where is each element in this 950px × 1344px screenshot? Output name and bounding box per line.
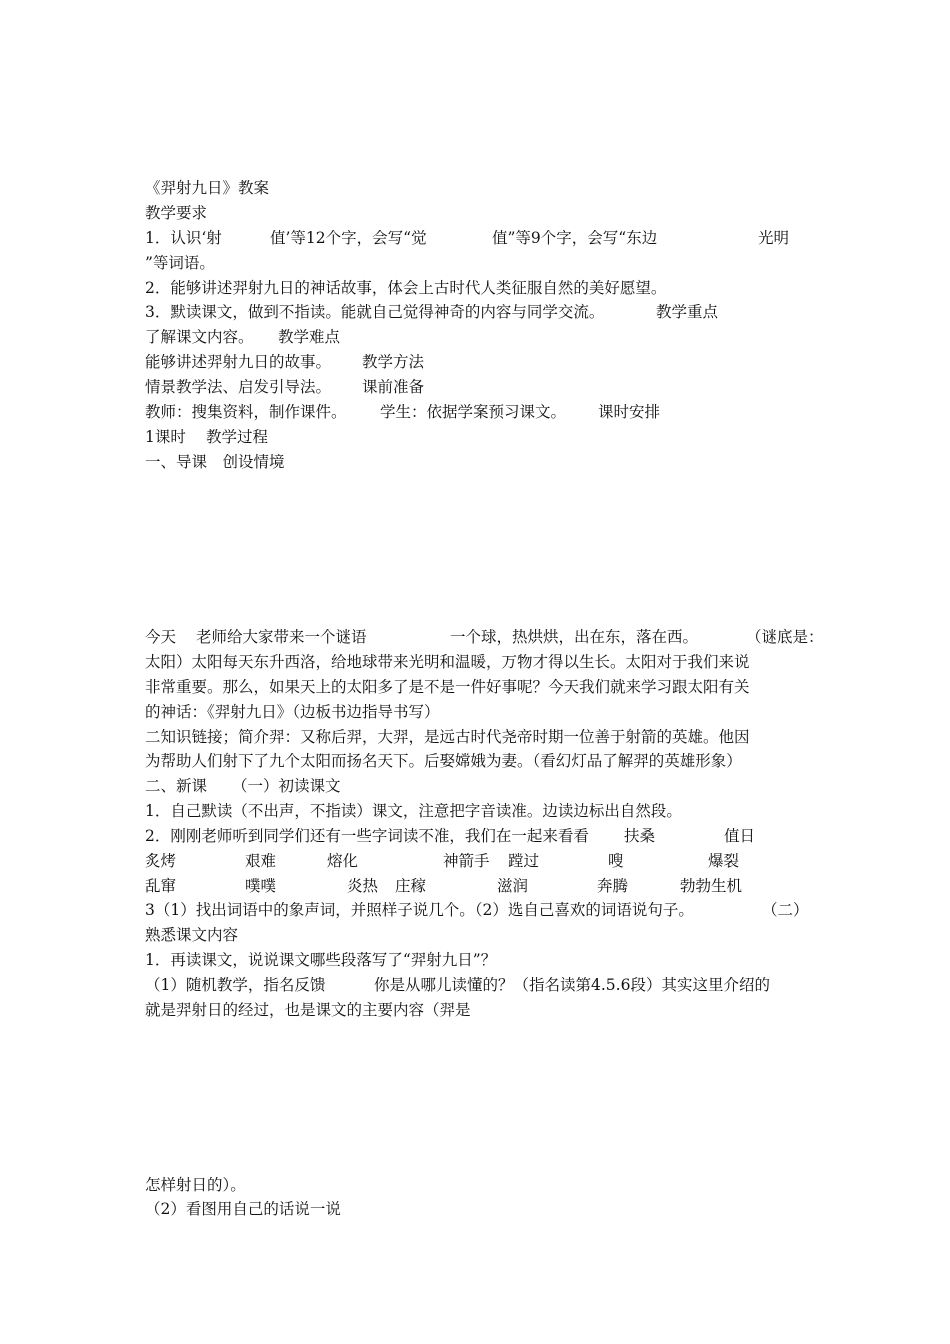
familiar-item-3: （2）看图用自己的话说一说 [145, 1200, 341, 1218]
familiar-item-2-line-3: 怎样射日的）。 [145, 1176, 246, 1194]
paragraph-line-5: 二知识链接；简介羿：又称后羿，大羿，是远古时代尧帝时期一位善于射箭的英雄。他因 [145, 728, 750, 746]
familiar-item-2-part-b: 你是从哪儿读懂的？（指名读第4.5.6段）其实这里介绍的 [374, 976, 770, 994]
schedule: 1课时 [145, 428, 186, 446]
requirement-1-part-e: ”等词语。 [145, 254, 215, 272]
familiar-item-2-part-a: （1）随机教学，指名反馈 [145, 976, 326, 994]
vocab-word: 蹚过 [508, 852, 540, 870]
key-points: 了解课文内容。 [145, 328, 254, 346]
vocab-word: 奔腾 [597, 877, 629, 895]
difficulty: 能够讲述羿射九日的故事。 [145, 353, 332, 371]
requirement-1-part-d: 光明 [758, 229, 790, 247]
heading-preparation: 课前准备 [362, 378, 425, 396]
vocab-word: 爆裂 [708, 852, 740, 870]
new-lesson-item-3-suffix: （二） [762, 901, 809, 919]
section-3-heading: 熟悉课文内容 [145, 926, 239, 944]
new-lesson-item-3: 3（1）找出词语中的象声词，并照样子说几个。（2）选自己喜欢的词语说句子。 [145, 901, 694, 919]
requirement-1-part-b: 值’等12个字，会写“觉 [270, 229, 427, 247]
paragraph-line-6: 为帮助人们射下了九个太阳而扬名天下。后娶嫦娥为妻。（看幻灯品了解羿的英雄形象） [145, 752, 742, 770]
paragraph-1-part-c: 一个球，热烘烘，出在东，落在西。 [450, 628, 699, 646]
heading-requirements: 教学要求 [145, 204, 208, 222]
vocab-word: 艰难 [245, 852, 277, 870]
heading-difficulty: 教学难点 [278, 328, 341, 346]
requirement-3: 3．默读课文，做到不指读。能就自己觉得神奇的内容与同学交流。 [145, 303, 605, 321]
requirement-1-part-c: 值”等9个字，会写“东边 [492, 229, 658, 247]
paragraph-line-2: 太阳）太阳每天东升西洛，给地球带来光明和温暖，万物才得以生长。太阳对于我们来说 [145, 653, 750, 671]
paragraph-line-3: 非常重要。那么，如果天上的太阳多了是不是一件好事呢？今天我们就来学习跟太阳有关 [145, 678, 750, 696]
paragraph-1-part-a: 今天 [145, 628, 177, 646]
heading-process: 教学过程 [206, 428, 269, 446]
section-2-subheading: （一）初读课文 [232, 777, 341, 795]
vocab-word: 滋润 [497, 877, 529, 895]
method: 情景教学法、启发引导法。 [145, 378, 332, 396]
section-1-heading: 一、导课 创设情境 [145, 453, 285, 471]
requirement-1-part-a: 1．认识‘射 [145, 229, 222, 247]
vocab-word: 嗖 [608, 852, 624, 870]
new-lesson-item-1: 1．自己默读（不出声，不指读）课文，注意把字音读准。边读边标出自然段。 [145, 802, 682, 820]
section-2-heading: 二、新课 [145, 777, 208, 795]
heading-method: 教学方法 [362, 353, 425, 371]
vocab-word: 值日 [724, 827, 756, 845]
vocab-word: 炎热 [347, 877, 379, 895]
new-lesson-item-2: 2．刚刚老师听到同学们还有一些字词读不准，我们在一起来看看 [145, 827, 589, 845]
paragraph-1-part-d: （谜底是： [746, 628, 824, 646]
heading-key-points: 教学重点 [656, 303, 719, 321]
doc-title: 《羿射九日》教案 [145, 179, 270, 197]
vocab-word: 勃勃生机 [680, 877, 743, 895]
vocab-word: 神箭手 [443, 852, 490, 870]
vocab-word: 乱窜 [145, 877, 177, 895]
paragraph-1-part-b: 老师给大家带来一个谜语 [196, 628, 367, 646]
requirement-1 [145, 228, 222, 248]
vocab-word: 噗噗 [245, 877, 277, 895]
heading-schedule: 课时安排 [598, 403, 661, 421]
paragraph-line-4: 的神话：《羿射九日》（边板书边指导书写） [145, 703, 440, 721]
preparation-student: 学生：依据学案预习课文。 [380, 403, 567, 421]
vocab-word: 庄稼 [395, 877, 427, 895]
vocab-word: 熔化 [327, 852, 359, 870]
familiar-item-1: 1．再读课文，说说课文哪些段落写了“羿射九日”？ [145, 951, 497, 969]
requirement-2: 2．能够讲述羿射九日的神话故事，体会上古时代人类征服自然的美好愿望。 [145, 279, 667, 297]
vocab-word: 炙烤 [145, 852, 177, 870]
preparation-teacher: 教师：搜集资料，制作课件。 [145, 403, 347, 421]
familiar-item-2-line-2: 就是羿射日的经过，也是课文的主要内容（羿是 [145, 1001, 471, 1019]
vocab-word: 扶桑 [624, 827, 656, 845]
